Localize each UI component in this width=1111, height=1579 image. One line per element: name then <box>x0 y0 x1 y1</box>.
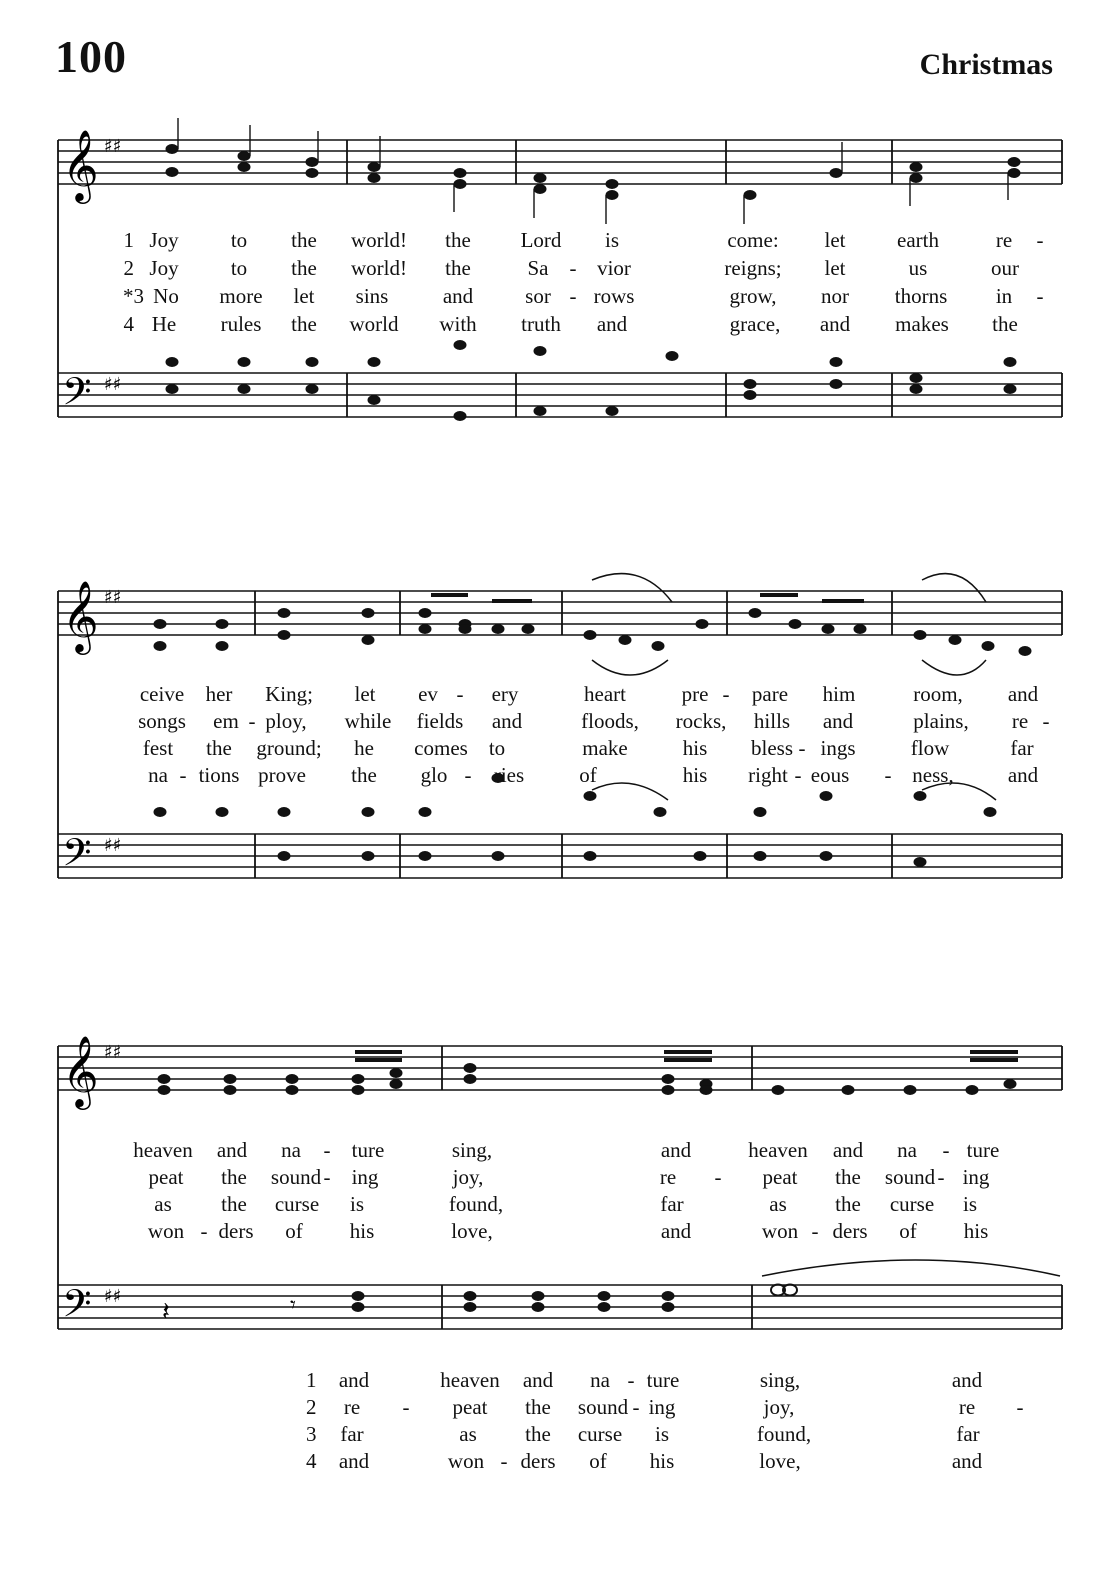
lyric-syllable: let <box>824 228 846 252</box>
lyric-syllable: - <box>1036 284 1044 308</box>
lyric-syllable: joy, <box>452 1165 484 1189</box>
lyric-syllable: ing <box>962 1165 990 1189</box>
lyric-syllable: and <box>491 709 523 733</box>
lyric-syllable: the <box>221 1165 247 1189</box>
key-signature-sharps: ♯♯ <box>104 1042 122 1063</box>
lyric-syllable: eous <box>810 763 850 787</box>
lyric-syllable: na <box>148 763 168 787</box>
lyric-line <box>0 1136 1111 1164</box>
lyric-syllable: re <box>995 228 1013 252</box>
lyric-syllable: vior <box>597 256 631 280</box>
bass-clef-icon: 𝄢 <box>62 830 92 884</box>
lyric-syllable: the <box>835 1165 861 1189</box>
lyric-syllable: ploy, <box>265 709 307 733</box>
lyric-syllable: of <box>899 1219 917 1243</box>
lyric-syllable: while <box>344 709 392 733</box>
lyric-syllable: ground; <box>256 736 322 760</box>
eighth-rest-icon: 𝄾 <box>290 1293 296 1318</box>
stanza-number: 2 <box>306 1395 317 1419</box>
lyric-syllable: - <box>1042 709 1050 733</box>
lyric-syllable: fest <box>142 736 174 760</box>
treble-clef-icon: 𝄞 <box>62 1034 99 1107</box>
lyric-syllable: is <box>349 1192 365 1216</box>
lyric-syllable: fields <box>416 709 464 733</box>
lyric-syllable: heaven <box>440 1368 500 1392</box>
lyric-syllable: us <box>908 256 928 280</box>
lyric-syllable: he <box>354 736 374 760</box>
lyric-syllable: let <box>354 682 376 706</box>
lyric-syllable: as <box>769 1192 787 1216</box>
lyric-syllable: ders <box>832 1219 868 1243</box>
lyric-syllable: come: <box>727 228 779 252</box>
lyric-syllable: joy, <box>763 1395 795 1419</box>
lyric-syllable: ness, <box>912 763 954 787</box>
lyric-syllable: as <box>459 1422 477 1446</box>
lyric-syllable: - <box>884 763 892 787</box>
lyric-syllable: - <box>179 763 187 787</box>
lyric-syllable: King; <box>265 682 313 706</box>
lyric-syllable: pre <box>681 682 709 706</box>
lyric-syllable: make <box>582 736 628 760</box>
lyric-syllable: - <box>722 682 730 706</box>
lyric-syllable: to <box>230 228 248 252</box>
page-number: 100 <box>55 31 127 82</box>
lyric-syllable: of <box>579 763 597 787</box>
lyric-syllable: - <box>500 1449 508 1473</box>
lyric-syllable: peat <box>148 1165 184 1189</box>
lyric-syllable: prove <box>258 763 306 787</box>
lyric-syllable: and <box>442 284 474 308</box>
lyric-syllable: ries <box>493 763 525 787</box>
stanza-number: 1 <box>306 1368 317 1392</box>
lyric-syllable: re <box>659 1165 677 1189</box>
lyric-syllable: let <box>824 256 846 280</box>
lyric-syllable: na <box>897 1138 917 1162</box>
lyric-syllable: his <box>963 1219 989 1243</box>
lyric-syllable: the <box>835 1192 861 1216</box>
lyric-syllable: Lord <box>520 228 562 252</box>
lyric-line <box>0 1393 1111 1421</box>
lyric-syllable: He <box>151 312 177 336</box>
treble-clef-icon: 𝄞 <box>62 579 99 652</box>
lyric-syllable: - <box>323 1165 331 1189</box>
lyric-syllable: ture <box>646 1368 680 1392</box>
quarter-rest-icon: 𝄽 <box>162 1297 170 1327</box>
lyric-syllable: ery <box>491 682 519 706</box>
lyric-syllable: and <box>951 1449 983 1473</box>
lyric-syllable: far <box>1010 736 1034 760</box>
lyric-syllable: world <box>349 312 399 336</box>
lyric-syllable: songs <box>138 709 186 733</box>
lyric-syllable: is <box>654 1422 670 1446</box>
lyric-syllable: tions <box>198 763 240 787</box>
lyric-syllable: and <box>660 1138 692 1162</box>
lyric-syllable: - <box>456 682 464 706</box>
lyric-syllable: - <box>937 1165 945 1189</box>
treble-clef-icon: 𝄞 <box>62 128 99 201</box>
lyric-syllable: Joy <box>149 256 179 280</box>
lyric-syllable: the <box>221 1192 247 1216</box>
lyric-syllable: sound <box>577 1395 629 1419</box>
lyric-syllable: found, <box>756 1422 812 1446</box>
lyric-syllable: - <box>402 1395 410 1419</box>
lyric-syllable: his <box>349 1219 375 1243</box>
lyric-syllable: heart <box>584 682 626 706</box>
lyric-syllable: thorns <box>894 284 948 308</box>
lyric-syllable: of <box>589 1449 607 1473</box>
key-signature-sharps-bass: ♯♯ <box>104 835 122 856</box>
lyric-syllable: and <box>832 1138 864 1162</box>
lyric-syllable: room, <box>913 682 963 706</box>
lyric-syllable: - <box>794 763 802 787</box>
lyric-syllable: reigns; <box>724 256 782 280</box>
lyric-syllable: and <box>522 1368 554 1392</box>
lyric-syllable: the <box>445 228 471 252</box>
lyric-syllable: ture <box>351 1138 385 1162</box>
lyric-line <box>0 1447 1111 1475</box>
lyric-syllable: ing <box>351 1165 379 1189</box>
lyric-syllable: our <box>991 256 1019 280</box>
lyric-syllable: and <box>1007 763 1039 787</box>
lyric-syllable: the <box>525 1422 551 1446</box>
bass-clef-icon: 𝄢 <box>62 1281 92 1335</box>
lyric-syllable: bless <box>751 736 793 760</box>
lyric-syllable: rocks, <box>675 709 727 733</box>
lyric-syllable: peat <box>452 1395 488 1419</box>
lyric-syllable: ceive <box>139 682 185 706</box>
lyric-syllable: comes <box>414 736 468 760</box>
lyric-syllable: her <box>205 682 233 706</box>
lyric-syllable: ings <box>820 736 856 760</box>
lyric-syllable: sor <box>525 284 551 308</box>
lyric-syllable: sing, <box>759 1368 801 1392</box>
lyric-syllable: and <box>338 1449 370 1473</box>
lyric-line <box>0 1366 1111 1394</box>
lyric-syllable: - <box>798 736 806 760</box>
lyric-syllable: re <box>343 1395 361 1419</box>
lyric-syllable: ture <box>966 1138 1000 1162</box>
lyric-syllable: won <box>761 1219 799 1243</box>
lyric-syllable: - <box>1036 228 1044 252</box>
lyric-syllable: heaven <box>748 1138 808 1162</box>
stanza-number: *3 <box>123 284 144 308</box>
key-signature-sharps-bass: ♯♯ <box>104 374 122 395</box>
lyric-syllable: to <box>230 256 248 280</box>
lyric-syllable: the <box>291 312 317 336</box>
lyric-syllable: glo <box>420 763 448 787</box>
stanza-number: 4 <box>306 1449 317 1473</box>
lyric-syllable: the <box>291 228 317 252</box>
lyric-syllable: floods, <box>581 709 639 733</box>
lyric-syllable: and <box>596 312 628 336</box>
lyric-syllable: - <box>569 256 577 280</box>
stanza-number: 1 <box>123 228 134 252</box>
lyric-syllable: - <box>627 1368 635 1392</box>
lyric-syllable: love, <box>759 1449 801 1473</box>
lyric-syllable: rows <box>593 284 635 308</box>
key-signature-sharps-bass: ♯♯ <box>104 1286 122 1307</box>
lyric-syllable: sins <box>355 284 389 308</box>
lyric-syllable: is <box>962 1192 978 1216</box>
lyric-line <box>0 1420 1111 1448</box>
lyric-syllable: to <box>488 736 506 760</box>
beams <box>355 1052 1018 1060</box>
lyric-syllable: far <box>660 1192 684 1216</box>
lyric-syllable: far <box>340 1422 364 1446</box>
lyric-syllable: pare <box>751 682 789 706</box>
lyric-syllable: - <box>248 709 256 733</box>
lyric-syllable: nor <box>821 284 849 308</box>
lyric-syllable: him <box>822 682 856 706</box>
lyric-syllable: rules <box>220 312 262 336</box>
lyric-syllable: and <box>822 709 854 733</box>
lyric-syllable: peat <box>762 1165 798 1189</box>
key-signature-sharps: ♯♯ <box>104 587 122 608</box>
lyric-syllable: sound <box>270 1165 322 1189</box>
lyric-syllable: with <box>439 312 477 336</box>
lyric-syllable: re <box>958 1395 976 1419</box>
lyric-syllable: heaven <box>133 1138 193 1162</box>
lyric-syllable: and <box>660 1219 692 1243</box>
lyric-syllable: - <box>464 763 472 787</box>
lyric-syllable: - <box>1016 1395 1024 1419</box>
lyric-syllable: love, <box>451 1219 493 1243</box>
lyric-syllable: won <box>447 1449 485 1473</box>
lyric-syllable: curse <box>274 1192 320 1216</box>
lyric-syllable: in <box>995 284 1013 308</box>
lyric-syllable: his <box>682 736 708 760</box>
lyric-syllable: truth <box>521 312 561 336</box>
stanza-number: 4 <box>123 312 134 336</box>
lyric-syllable: sound <box>884 1165 936 1189</box>
lyric-syllable: - <box>323 1138 331 1162</box>
lyric-syllable: - <box>942 1138 950 1162</box>
lyric-syllable: the <box>525 1395 551 1419</box>
lyric-line <box>0 1217 1111 1245</box>
lyric-syllable: of <box>285 1219 303 1243</box>
lyric-syllable: the <box>445 256 471 280</box>
lyric-syllable: right <box>748 763 788 787</box>
lyric-syllable: Joy <box>149 228 179 252</box>
lyric-syllable: Sa <box>527 256 549 280</box>
lyric-syllable: the <box>291 256 317 280</box>
lyric-syllable: the <box>992 312 1018 336</box>
lyric-syllable: curse <box>889 1192 935 1216</box>
lyric-syllable: as <box>154 1192 172 1216</box>
lyric-syllable: makes <box>895 312 949 336</box>
stanza-number: 3 <box>306 1422 317 1446</box>
lyric-syllable: - <box>811 1219 819 1243</box>
lyric-syllable: na <box>281 1138 301 1162</box>
lyric-syllable: and <box>819 312 851 336</box>
lyric-syllable: found, <box>448 1192 504 1216</box>
lyric-syllable: and <box>951 1368 983 1392</box>
lyric-syllable: No <box>153 284 179 308</box>
bass-clef-icon: 𝄢 <box>62 369 92 423</box>
lyric-syllable: - <box>200 1219 208 1243</box>
lyric-syllable: let <box>293 284 315 308</box>
lyric-syllable: - <box>632 1395 640 1419</box>
lyric-syllable: ders <box>218 1219 254 1243</box>
lyric-syllable: ders <box>520 1449 556 1473</box>
lyric-syllable: far <box>956 1422 980 1446</box>
lyric-syllable: his <box>682 763 708 787</box>
lyric-syllable: flow <box>910 736 950 760</box>
lyric-syllable: the <box>351 763 377 787</box>
lyric-syllable: is <box>604 228 620 252</box>
lyric-syllable: plains, <box>913 709 969 733</box>
lyric-syllable: ing <box>648 1395 676 1419</box>
lyric-syllable: grow, <box>729 284 777 308</box>
lyric-line <box>0 1190 1111 1218</box>
lyric-line <box>0 1163 1111 1191</box>
lyric-syllable: and <box>216 1138 248 1162</box>
lyric-syllable: and <box>338 1368 370 1392</box>
lyric-syllable: ev <box>418 682 438 706</box>
lyric-syllable: - <box>569 284 577 308</box>
lyric-syllable: won <box>147 1219 185 1243</box>
lyric-syllable: earth <box>897 228 939 252</box>
lyric-syllable: the <box>206 736 232 760</box>
lyric-syllable: more <box>219 284 263 308</box>
lyric-syllable: hills <box>753 709 791 733</box>
lyric-syllable: curse <box>577 1422 623 1446</box>
lyric-syllable: em <box>213 709 239 733</box>
bass-notes <box>352 1285 798 1341</box>
lyric-syllable: re <box>1011 709 1029 733</box>
lyric-syllable: - <box>714 1165 722 1189</box>
lyric-syllable: and <box>1007 682 1039 706</box>
lyric-syllable: grace, <box>729 312 781 336</box>
section-title: Christmas <box>919 48 1053 81</box>
lyric-syllable: world! <box>351 228 407 252</box>
slur <box>762 1260 1060 1276</box>
lyric-syllable: sing, <box>451 1138 493 1162</box>
lyric-syllable: his <box>649 1449 675 1473</box>
lyric-syllable: world! <box>351 256 407 280</box>
stanza-number: 2 <box>123 256 134 280</box>
lyric-syllable: na <box>590 1368 610 1392</box>
key-signature-sharps: ♯♯ <box>104 136 122 157</box>
